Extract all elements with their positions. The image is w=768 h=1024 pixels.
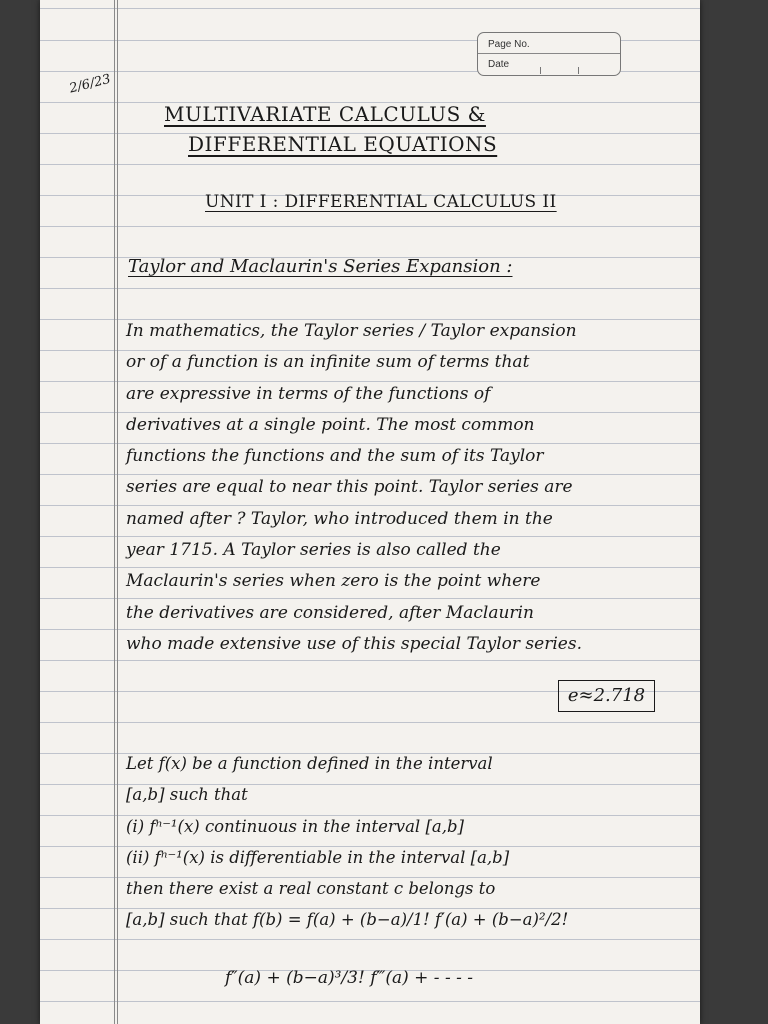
date-tick (540, 67, 541, 74)
paragraph-line: series are equal to near this point. Taylor series are (126, 477, 573, 498)
paragraph-line: year 1715. A Taylor series is also called the (126, 540, 501, 561)
title-line-2: DIFFERENTIAL EQUATIONS (188, 132, 498, 156)
paragraph-line: In mathematics, the Taylor series / Taylor expansion (126, 321, 577, 341)
paragraph-line: Maclaurin's series when zero is the point where (126, 571, 541, 592)
paragraph-line: derivatives at a single point. The most common (126, 414, 535, 435)
date-label: Date (488, 59, 510, 70)
taylor-paragraph (126, 316, 696, 660)
paragraph-line: named after ? Taylor, who introduced them in the (126, 508, 553, 529)
paragraph-line: the derivatives are considered, after Maclaurin (126, 602, 534, 623)
section-heading: Taylor and Maclaurin's Series Expansion : (128, 256, 513, 277)
theorem-line: [a,b] such that f(b) = f(a) + (b−a)/1! f′(a) + (b−a)²/2! (126, 910, 569, 930)
paragraph-line: who made extensive use of this special Taylor series. (126, 633, 582, 654)
date-tick (578, 67, 579, 74)
margin-line (114, 0, 115, 1024)
page-number-box (477, 32, 621, 76)
theorem-statement (126, 748, 696, 936)
theorem-line: (i) fⁿ⁻¹(x) continuous in the interval [a,b] (126, 816, 464, 836)
paragraph-line: functions the functions and the sum of its Taylor (126, 446, 544, 467)
paragraph-line: or of a function is an infinite sum of terms that (126, 352, 530, 373)
theorem-line: [a,b] such that (126, 785, 248, 805)
theorem-line: then there exist a real constant c belongs to (126, 879, 496, 899)
e-value-box: e≈2.718 (558, 680, 655, 712)
theorem-line: Let f(x) be a function defined in the interval (126, 754, 493, 773)
formula-continuation: f″(a) + (b−a)³/3! f‴(a) + - - - - (225, 968, 473, 988)
margin-line (117, 0, 118, 1024)
handwritten-date: 2/6/23 (68, 71, 113, 97)
notebook-page (40, 0, 700, 1024)
title-line-1: MULTIVARIATE CALCULUS & (164, 102, 486, 126)
box-divider (478, 53, 620, 54)
page-no-label: Page No. (488, 39, 530, 50)
unit-heading: UNIT I : DIFFERENTIAL CALCULUS II (205, 192, 557, 212)
paragraph-line: are expressive in terms of the functions of (126, 383, 491, 404)
theorem-line: (ii) fⁿ⁻¹(x) is differentiable in the interval [a,b] (126, 847, 510, 867)
